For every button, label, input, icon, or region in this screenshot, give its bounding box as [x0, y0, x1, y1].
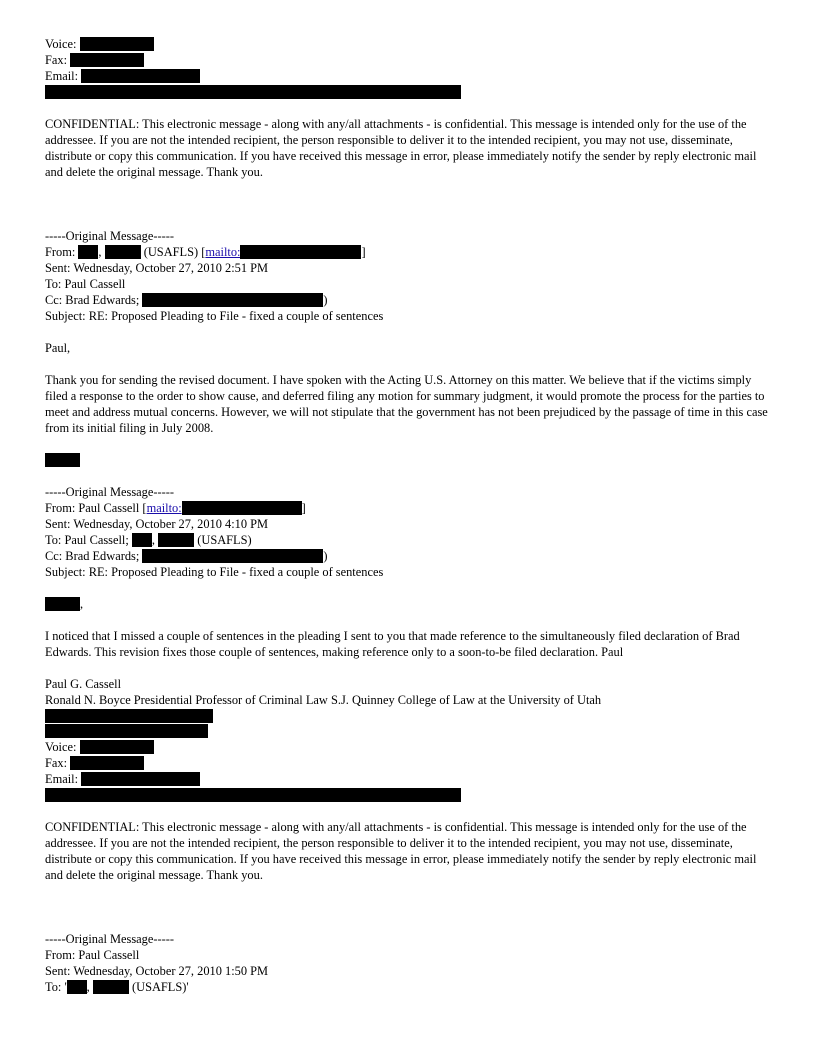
- redaction-box: [81, 69, 200, 83]
- message-body: Thank you for sending the revised document. I have spoken with the Acting U.S. Attorney on this matter. We believe that if the victims simply filed a response to the order to show cause, and deferred filing any motion for summary judgment, it would promote the process for the parties to meet and address mutual concerns. However, we will not stipulate that the government has not been prejudiced by the passage of time in this case from its initial filing in July 2008.: [45, 373, 768, 435]
- redaction-box: [45, 85, 461, 99]
- cc-line: Cc: Brad Edwards; ): [45, 549, 328, 563]
- message-body: I noticed that I missed a couple of sentences in the pleading I sent to you that made reference to the simultaneously filed declaration of Brad Edwards. This revision fixes those couple of sentences, making reference only to a soon-to-be filed declaration. Paul: [45, 629, 740, 659]
- greeting: Paul,: [45, 341, 71, 355]
- redaction-box: [142, 293, 323, 307]
- redaction-box: [182, 501, 302, 515]
- fax-line: [45, 52, 775, 68]
- redaction-box: [70, 756, 144, 770]
- sent-line: Sent: Wednesday, October 27, 2010 1:50 PM: [45, 964, 269, 978]
- confidential-notice: CONFIDENTIAL: This electronic message - along with any/all attachments - is confidential. This message is intended only for the use of the addressee. If you are not the intended recipient, the person responsible to deliver it to the intended recipient, you may not use, disseminate, distribute or copy this communication. If you have received this message in error, please immediately notify the sender by reply electronic mail and delete the original message. Thank you.: [45, 117, 757, 179]
- mailto-link[interactable]: mailto:: [146, 501, 182, 515]
- redaction-box: [93, 980, 129, 994]
- redaction-box: [80, 37, 154, 51]
- original-message-header: -----Original Message-----: [45, 932, 175, 946]
- from-line: From: Paul Cassell [mailto: ]: [45, 501, 306, 515]
- email-label: Email:: [45, 69, 79, 83]
- signature-name: Paul G. Cassell: [45, 677, 122, 691]
- from-line: From: , (USAFLS) [mailto: ]: [45, 245, 366, 259]
- to-line: To: ' , (USAFLS)': [45, 980, 189, 994]
- fax-line: Fax:: [45, 755, 775, 771]
- redaction-box: [45, 788, 461, 802]
- cc-line: Cc: Brad Edwards; ): [45, 293, 328, 307]
- original-message-header: -----Original Message-----: [45, 229, 175, 243]
- redaction-box: [78, 245, 98, 259]
- to-line: To: Paul Cassell: [45, 277, 126, 291]
- redaction-box: [158, 533, 194, 547]
- email-line: Email:: [45, 771, 775, 787]
- subject-line: Subject: RE: Proposed Pleading to File - fixed a couple of sentences: [45, 565, 384, 579]
- redaction-box: [80, 740, 154, 754]
- voice-label: Voice:: [45, 37, 77, 51]
- greeting: ,: [45, 596, 775, 612]
- to-line: To: Paul Cassell; , (USAFLS): [45, 533, 252, 547]
- redaction-box: [45, 724, 208, 738]
- sent-line: Sent: Wednesday, October 27, 2010 2:51 PM: [45, 261, 269, 275]
- voice-line: Voice:: [45, 739, 775, 755]
- redaction-box: [105, 245, 141, 259]
- redaction-box: [81, 772, 200, 786]
- fax-label: Fax:: [45, 53, 68, 67]
- mailto-link[interactable]: mailto:: [205, 245, 241, 259]
- redaction-box: [45, 453, 80, 467]
- subject-line: Subject: RE: Proposed Pleading to File - fixed a couple of sentences: [45, 309, 384, 323]
- redaction-box: [70, 53, 144, 67]
- sent-line: Sent: Wednesday, October 27, 2010 4:10 PM: [45, 517, 269, 531]
- redaction-box: [45, 709, 213, 723]
- redaction-box: [132, 533, 152, 547]
- redaction-box: [45, 597, 80, 611]
- from-line: From: Paul Cassell: [45, 948, 140, 962]
- signature-title: Ronald N. Boyce Presidential Professor of Criminal Law S.J. Quinney College of Law at the University of Utah: [45, 693, 602, 707]
- email-document: [45, 36, 775, 995]
- redaction-box: [67, 980, 87, 994]
- redaction-box: [142, 549, 323, 563]
- original-message-header: -----Original Message-----: [45, 485, 175, 499]
- voice-line: [45, 36, 775, 52]
- email-line: [45, 68, 775, 84]
- redaction-box: [240, 245, 361, 259]
- confidential-notice: CONFIDENTIAL: This electronic message - along with any/all attachments - is confidential. This message is intended only for the use of the addressee. If you are not the intended recipient, the person responsible to deliver it to the intended recipient, you may not use, disseminate, distribute or copy this communication. If you have received this message in error, please immediately notify the sender by reply electronic mail and delete the original message. Thank you.: [45, 820, 757, 882]
